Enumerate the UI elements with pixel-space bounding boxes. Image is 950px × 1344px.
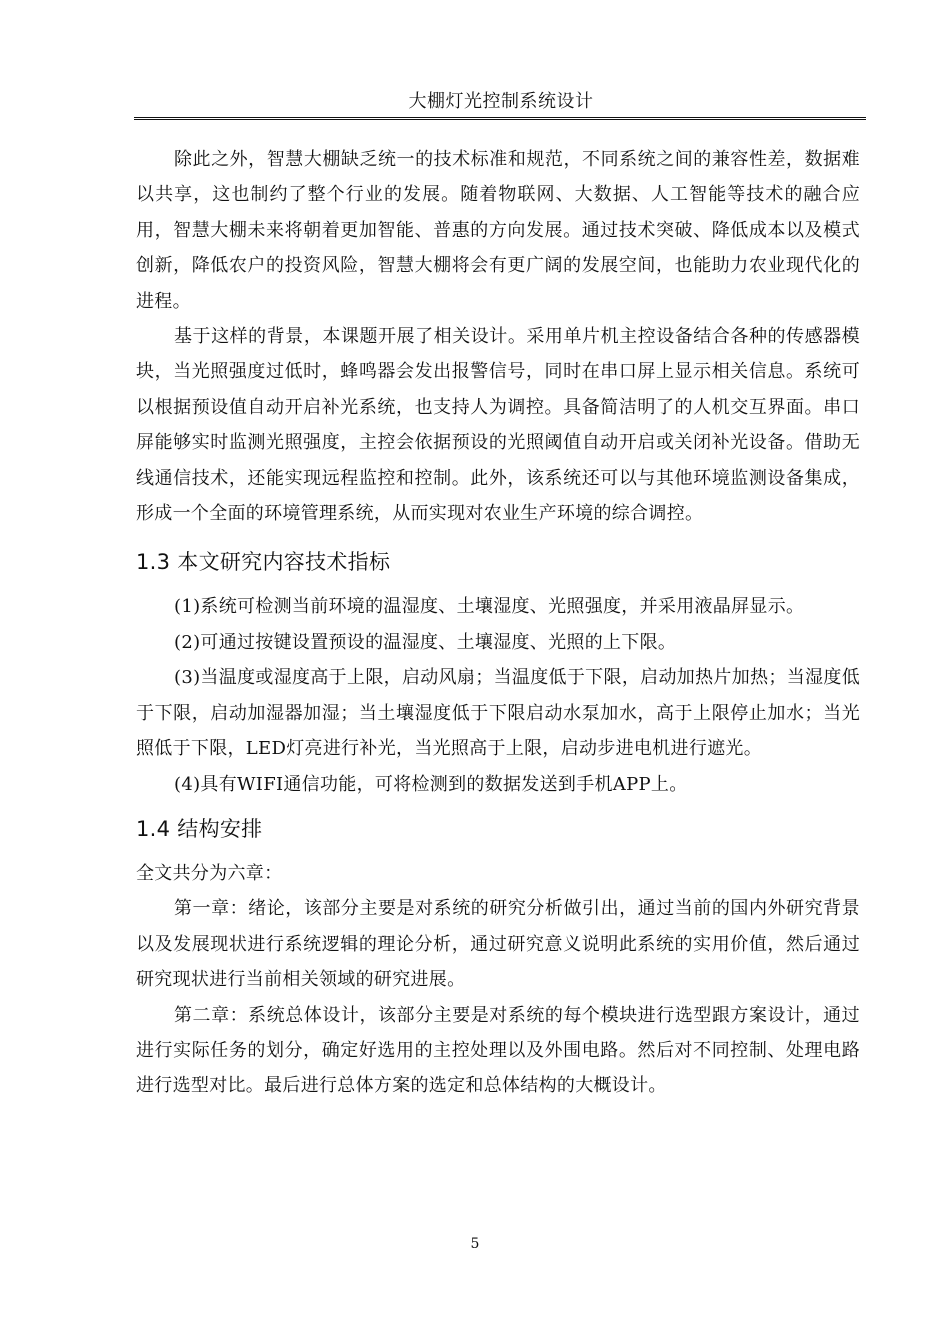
- list-item: (1)系统可检测当前环境的温湿度、土壤湿度、光照强度，并采用液晶屏显示。: [174, 596, 805, 618]
- page-number: 5: [470, 1236, 480, 1252]
- header-rule: [134, 117, 866, 120]
- running-header: 大棚灯光控制系统设计: [408, 91, 594, 112]
- chapter-description: 第一章：绪论，该部分主要是对系统的研究分析做引出，通过当前的国内外研究背景以及发展现状进行系统逻辑的理论分析，通过研究意义说明此系统的实用价值，然后通过研究现状进行当前相关领域的研究进展。: [136, 898, 860, 991]
- chapter-description: 第二章：系统总体设计，该部分主要是对系统的每个模块进行选型跟方案设计，通过进行实际任务的划分，确定好选用的主控处理以及外围电路。然后对不同控制、处理电路进行选型对比。最后进行总体方案的选定和总体结构的大概设计。: [136, 1004, 860, 1097]
- body-text: [136, 142, 860, 1104]
- paragraph: 基于这样的背景，本课题开展了相关设计。采用单片机主控设备结合各种的传感器模块，当光照强度过低时，蜂鸣器会发出报警信号，同时在串口屏上显示相关信息。系统可以根据预设值自动开启补光系统，也支持人为调控。具备简洁明了的人机交互界面。串口屏能够实时监测光照强度，主控会依据预设的光照阈值自动开启或关闭补光设备。借助无线通信技术，还能实现远程监控和控制。此外，该系统还可以与其他环境监测设备集成，形成一个全面的环境管理系统，从而实现对农业生产环境的综合调控。: [136, 326, 860, 525]
- section-heading: 1.3 本文研究内容技术指标: [136, 550, 391, 575]
- section-heading: 1.4 结构安排: [136, 816, 263, 841]
- list-item: (2)可通过按键设置预设的温湿度、土壤湿度、光照的上下限。: [174, 631, 677, 653]
- list-item: (4)具有WIFI通信功能，可将检测到的数据发送到手机APP上。: [174, 773, 688, 795]
- list-item: (3)当温度或湿度高于上限，启动风扇；当温度低于下限，启动加热片加热；当湿度低于下限，启动加湿器加湿；当土壤湿度低于下限启动水泵加水，高于上限停止加水；当光照低于下限，LED灯亮进行补光，当光照高于上限，启动步进电机进行遮光。: [136, 667, 860, 760]
- section-intro: 全文共分为六章：: [136, 862, 283, 884]
- paragraph: 除此之外，智慧大棚缺乏统一的技术标准和规范，不同系统之间的兼容性差，数据难以共享，这也制约了整个行业的发展。随着物联网、大数据、人工智能等技术的融合应用，智慧大棚未来将朝着更加智能、普惠的方向发展。通过技术突破、降低成本以及模式创新，降低农户的投资风险，智慧大棚将会有更广阔的发展空间，也能助力农业现代化的进程。: [136, 149, 860, 312]
